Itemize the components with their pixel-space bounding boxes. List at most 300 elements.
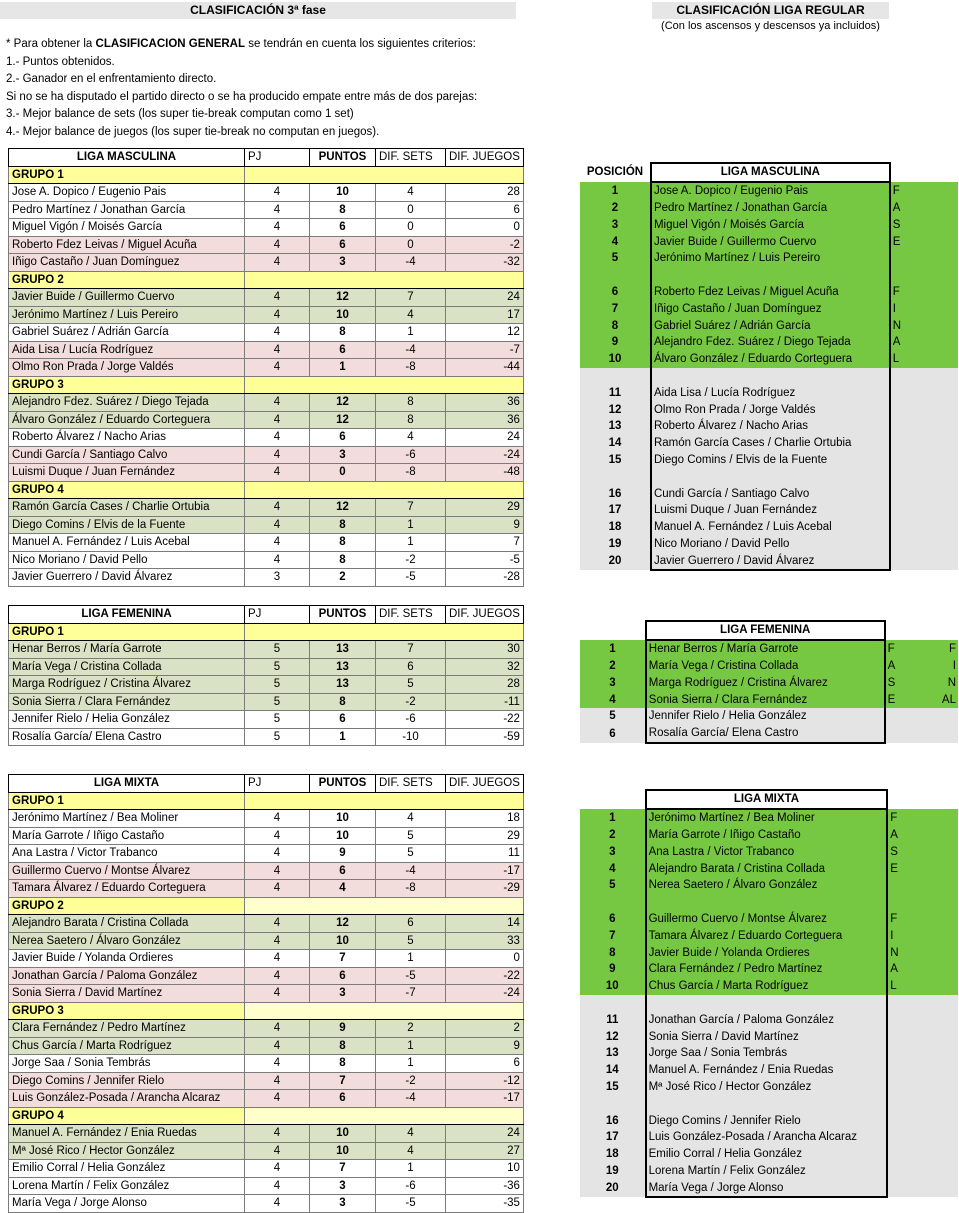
fase-letter: F: [887, 809, 923, 827]
column-header-posicion: [580, 621, 646, 640]
puntos-value: 3: [310, 1195, 376, 1213]
group-label-row: [9, 623, 524, 641]
dif-juegos-value: 32: [446, 658, 524, 676]
criteria-line-2: 1.- Puntos obtenidos.: [6, 55, 115, 68]
fase-header-spacer: [890, 163, 925, 182]
fase-letter: F: [887, 911, 923, 928]
table-row: [9, 1160, 524, 1178]
column-header-dif-sets: DIF. SETS: [376, 149, 446, 167]
dif-juegos-value: -35: [446, 1195, 524, 1213]
pair-name: Luis González-Posada / Arancha Alcaraz: [9, 1090, 245, 1108]
pair-name: Sonia Sierra / Clara Fernández: [9, 693, 245, 711]
dif-juegos-value: 9: [446, 516, 524, 534]
dif-sets-value: 4: [376, 1142, 446, 1160]
pj-value: 4: [245, 341, 310, 359]
ranking-position: 5: [580, 877, 646, 894]
final-header-spacer: [923, 790, 958, 809]
final-letter: [924, 233, 958, 250]
table-row: [9, 1037, 524, 1055]
final-letter: [923, 843, 958, 860]
table-row: [9, 845, 524, 863]
dif-sets-value: 4: [376, 184, 446, 202]
ranking-position: 13: [580, 418, 651, 435]
pair-name: Nico Moriano / David Pello: [9, 551, 245, 569]
fase-letter: [887, 1129, 923, 1146]
pair-name: Jerónimo Martínez / Bea Moliner: [9, 810, 245, 828]
ranking-position: 5: [580, 250, 651, 267]
final-letter: [923, 1129, 958, 1146]
final-letter: [924, 267, 958, 284]
ranking-pair-name: [646, 995, 888, 1012]
pj-value: 4: [245, 1125, 310, 1143]
dif-sets-value: 1: [376, 950, 446, 968]
puntos-value: 7: [310, 950, 376, 968]
dif-juegos-value: 24: [446, 1125, 524, 1143]
fase-letter: [890, 452, 925, 469]
ranking-position: 10: [580, 351, 651, 368]
fase-letter: A: [887, 961, 923, 978]
ranking-row: [580, 691, 958, 708]
puntos-value: 7: [310, 1160, 376, 1178]
criteria-line-1-prefix: * Para obtener la: [6, 38, 96, 50]
pj-value: 4: [245, 236, 310, 254]
criteria-line-6: 4.- Mejor balance de juegos (los super tie-break no computan en juegos).: [6, 125, 380, 138]
puntos-value: 1: [310, 728, 376, 746]
dif-juegos-value: 17: [446, 306, 524, 324]
ranking-title: LIGA FEMENINA: [646, 621, 885, 640]
ranking-pair-name: Roberto Álvarez / Nacho Arias: [651, 418, 890, 435]
final-letter: AL: [921, 691, 958, 708]
ranking-position: 16: [580, 1112, 646, 1129]
ranking-row: [580, 233, 958, 250]
final-letter: [923, 894, 958, 911]
ranking-pair-name: Henar Berros / María Garrote: [646, 640, 885, 658]
final-letter: [923, 995, 958, 1012]
criteria-line-3: 2.- Ganador en el enfrentamiento directo.: [6, 73, 217, 85]
ranking-position: 4: [580, 233, 651, 250]
puntos-value: 6: [310, 219, 376, 237]
fase-letter: [887, 1112, 923, 1129]
pj-value: 4: [245, 827, 310, 845]
pj-value: 4: [245, 967, 310, 985]
dif-sets-value: -4: [376, 862, 446, 880]
table-row: [9, 184, 524, 202]
final-letter: [924, 384, 958, 401]
puntos-value: 6: [310, 967, 376, 985]
group-label-row: [9, 897, 524, 915]
ranking-pair-name: Roberto Fdez Leivas / Miguel Acuña: [651, 284, 890, 301]
final-letter: [923, 860, 958, 877]
ranking-position: 6: [580, 911, 646, 928]
criteria-line-1-strong: CLASIFICACION GENERAL: [95, 38, 246, 50]
table-row: [9, 1072, 524, 1090]
puntos-value: 10: [310, 1142, 376, 1160]
ranking-position: 18: [580, 519, 651, 536]
pj-value: 4: [245, 1195, 310, 1213]
dif-juegos-value: 30: [446, 641, 524, 659]
fase-letter: [887, 1095, 923, 1112]
table-row: [9, 641, 524, 659]
puntos-value: 13: [310, 676, 376, 694]
dif-sets-value: -10: [376, 728, 446, 746]
ranking-pair-name: Luismi Duque / Juan Fernández: [651, 502, 890, 519]
final-letter: [924, 351, 958, 368]
dif-juegos-value: 7: [446, 534, 524, 552]
pair-name: María Vega / Cristina Collada: [9, 658, 245, 676]
ranking-position: 19: [580, 536, 651, 553]
dif-sets-value: -8: [376, 880, 446, 898]
table-row: [9, 728, 524, 746]
final-letter: [924, 552, 958, 570]
column-header-dif-juegos: DIF. JUEGOS: [446, 149, 524, 167]
pair-name: Jose A. Dopico / Eugenio Pais: [9, 184, 245, 202]
fase-letter: [887, 877, 923, 894]
fase-letter: [887, 1079, 923, 1096]
ranking-row: [580, 317, 958, 334]
column-header-puntos: PUNTOS: [310, 606, 376, 624]
ranking-pair-name: [651, 267, 890, 284]
ranking-pair-name: [646, 1095, 888, 1112]
puntos-value: 10: [310, 184, 376, 202]
ranking-pair-name: Alejandro Barata / Cristina Collada: [646, 860, 888, 877]
ranking-title: LIGA MASCULINA: [651, 163, 890, 182]
ranking-position: 14: [580, 1062, 646, 1079]
puntos-value: 4: [310, 880, 376, 898]
pj-value: 4: [245, 1020, 310, 1038]
ranking-pair-name: Gabriel Suárez / Adrián García: [651, 317, 890, 334]
puntos-value: 13: [310, 641, 376, 659]
pair-name: Ramón García Cases / Charlie Ortubia: [9, 499, 245, 517]
dif-juegos-value: -12: [446, 1072, 524, 1090]
ranking-position: 4: [580, 691, 646, 708]
final-letter: [924, 536, 958, 553]
final-letter: [923, 944, 958, 961]
column-header-puntos: PUNTOS: [310, 149, 376, 167]
dif-juegos-value: 36: [446, 394, 524, 412]
ranking-row: [580, 468, 958, 485]
group-label-filler: [245, 897, 524, 915]
ranking-position: 19: [580, 1163, 646, 1180]
dif-juegos-value: 9: [446, 1037, 524, 1055]
puntos-value: 6: [310, 341, 376, 359]
pair-name: Sonia Sierra / David Martínez: [9, 985, 245, 1003]
dif-sets-value: -5: [376, 569, 446, 587]
table-row: [9, 289, 524, 307]
ranking-position: 1: [580, 640, 646, 658]
ranking-position: 3: [580, 216, 651, 233]
puntos-value: 6: [310, 862, 376, 880]
ranking-position: 6: [580, 725, 646, 743]
puntos-value: 9: [310, 1020, 376, 1038]
ranking-row: [580, 1095, 958, 1112]
group-label-row: [9, 271, 524, 289]
ranking-position: 15: [580, 1079, 646, 1096]
final-letter: [924, 182, 958, 200]
puntos-value: 12: [310, 289, 376, 307]
table-row: [9, 359, 524, 377]
dif-sets-value: -4: [376, 341, 446, 359]
ranking-pair-name: Iñigo Castaño / Juan Domínguez: [651, 300, 890, 317]
final-letter: [924, 200, 958, 217]
final-header-spacer: [921, 621, 958, 640]
group-label-row: [9, 481, 524, 499]
ranking-pair-name: Jose A. Dopico / Eugenio Pais: [651, 182, 890, 200]
table-row: [9, 499, 524, 517]
dif-sets-value: -6: [376, 446, 446, 464]
ranking-row: [580, 552, 958, 570]
final-letter: [923, 1045, 958, 1062]
column-header-dif-sets: DIF. SETS: [376, 775, 446, 793]
puntos-value: 12: [310, 915, 376, 933]
ranking-pair-name: Javier Buide / Yolanda Ordieres: [646, 944, 888, 961]
fase-letter: [890, 401, 925, 418]
pair-name: Cundi García / Santiago Calvo: [9, 446, 245, 464]
final-letter: F: [921, 640, 958, 658]
group-label-filler: [245, 1002, 524, 1020]
dif-juegos-value: 27: [446, 1142, 524, 1160]
dif-juegos-value: 24: [446, 289, 524, 307]
group-table-header-row: [9, 775, 524, 793]
ranking-pair-name: Nerea Saetero / Álvaro González: [646, 877, 888, 894]
ranking-row: [580, 860, 958, 877]
dif-juegos-value: -36: [446, 1177, 524, 1195]
ranking-pair-name: Jennifer Rielo / Helia González: [646, 708, 885, 725]
ranking-row: [580, 300, 958, 317]
fase-letter: E: [887, 860, 923, 877]
fase-letter: N: [890, 317, 925, 334]
pair-name: Roberto Fdez Leivas / Miguel Acuña: [9, 236, 245, 254]
group-label-row: [9, 1002, 524, 1020]
final-letter: I: [921, 658, 958, 675]
puntos-value: 13: [310, 658, 376, 676]
pair-name: Chus García / Marta Rodríguez: [9, 1037, 245, 1055]
final-letter: [924, 317, 958, 334]
right-section-title: CLASIFICACIÓN LIGA REGULAR: [652, 2, 889, 19]
pair-name: Aida Lisa / Lucía Rodríguez: [9, 341, 245, 359]
ranking-position: 7: [580, 300, 651, 317]
ranking-position: 8: [580, 944, 646, 961]
table-row: [9, 693, 524, 711]
criteria-line-4: Si no se ha disputado el partido directo o se ha producido empate entre más de dos parejas:: [6, 90, 478, 103]
table-row: [9, 1090, 524, 1108]
table-row: [9, 985, 524, 1003]
pj-value: 5: [245, 693, 310, 711]
dif-sets-value: 0: [376, 219, 446, 237]
ranking-table-masculina: [580, 162, 959, 571]
final-letter: [923, 978, 958, 995]
ranking-position: 11: [580, 384, 651, 401]
final-letter: [924, 401, 958, 418]
dif-juegos-value: 6: [446, 201, 524, 219]
ranking-row: [580, 1112, 958, 1129]
final-letter: [923, 1146, 958, 1163]
puntos-value: 10: [310, 810, 376, 828]
ranking-position: 9: [580, 961, 646, 978]
ranking-pair-name: Alejandro Fdez. Suárez / Diego Tejada: [651, 334, 890, 351]
fase-letter: [890, 552, 925, 570]
final-letter: [924, 418, 958, 435]
pair-name: Javier Buide / Guillermo Cuervo: [9, 289, 245, 307]
pj-value: 4: [245, 464, 310, 482]
fase-letter: [890, 536, 925, 553]
ranking-row: [580, 1129, 958, 1146]
column-header-posicion: [580, 790, 646, 809]
ranking-position: [580, 468, 651, 485]
pair-name: Jonathan García / Paloma González: [9, 967, 245, 985]
pair-name: Jorge Saa / Sonia Tembrás: [9, 1055, 245, 1073]
puntos-value: 9: [310, 845, 376, 863]
dif-juegos-value: -24: [446, 985, 524, 1003]
final-letter: [923, 1062, 958, 1079]
puntos-value: 1: [310, 359, 376, 377]
ranking-pair-name: Sonia Sierra / Clara Fernández: [646, 691, 885, 708]
table-row: [9, 1020, 524, 1038]
fase-letter: [887, 1011, 923, 1028]
table-row: [9, 394, 524, 412]
pj-value: 4: [245, 184, 310, 202]
ranking-position: 17: [580, 1129, 646, 1146]
fase-letter: A: [885, 658, 921, 675]
table-row: [9, 341, 524, 359]
table-row: [9, 306, 524, 324]
table-row: [9, 862, 524, 880]
ranking-position: 6: [580, 284, 651, 301]
fase-letter: A: [890, 334, 925, 351]
dif-juegos-value: 10: [446, 1160, 524, 1178]
dif-sets-value: 1: [376, 324, 446, 342]
fase-letter: [887, 1179, 923, 1197]
fase-letter: L: [890, 351, 925, 368]
ranking-pair-name: Clara Fernández / Pedro Martínez: [646, 961, 888, 978]
final-letter: [923, 809, 958, 827]
ranking-pair-name: Tamara Álvarez / Eduardo Corteguera: [646, 927, 888, 944]
ranking-row: [580, 674, 958, 691]
puntos-value: 3: [310, 446, 376, 464]
ranking-row: [580, 658, 958, 675]
dif-sets-value: 8: [376, 394, 446, 412]
final-letter: [924, 452, 958, 469]
column-header-pj: PJ: [245, 149, 310, 167]
pj-value: 4: [245, 306, 310, 324]
ranking-row: [580, 216, 958, 233]
table-row: [9, 446, 524, 464]
dif-juegos-value: -28: [446, 569, 524, 587]
pair-name: Alejandro Barata / Cristina Collada: [9, 915, 245, 933]
fase-letter: [890, 384, 925, 401]
dif-sets-value: -2: [376, 1072, 446, 1090]
pair-name: Álvaro González / Eduardo Corteguera: [9, 411, 245, 429]
group-table-masculina: [8, 148, 524, 587]
ranking-row: [580, 368, 958, 385]
ranking-position: 5: [580, 708, 646, 725]
fase-letter: I: [890, 300, 925, 317]
ranking-position: 2: [580, 200, 651, 217]
ranking-position: 2: [580, 827, 646, 844]
dif-juegos-value: -59: [446, 728, 524, 746]
ranking-position: 15: [580, 452, 651, 469]
ranking-pair-name: Nico Moriano / David Pello: [651, 536, 890, 553]
pj-value: 4: [245, 932, 310, 950]
pj-value: 4: [245, 499, 310, 517]
ranking-pair-name: Diego Comins / Elvis de la Fuente: [651, 452, 890, 469]
ranking-position: 4: [580, 860, 646, 877]
dif-sets-value: 4: [376, 306, 446, 324]
ranking-table-femenina-wrapper: [580, 620, 959, 744]
ranking-position: 14: [580, 435, 651, 452]
ranking-pair-name: Chus García / Marta Rodríguez: [646, 978, 888, 995]
table-row: [9, 569, 524, 587]
group-table-mixta: [8, 774, 524, 1213]
ranking-row: [580, 334, 958, 351]
puntos-value: 8: [310, 693, 376, 711]
fase-letter: [887, 1163, 923, 1180]
fase-header-spacer: [885, 621, 921, 640]
group-table-header-row: [9, 606, 524, 624]
ranking-pair-name: Ana Lastra / Victor Trabanco: [646, 843, 888, 860]
ranking-row: [580, 1028, 958, 1045]
criteria-line-1-suffix: se tendrán en cuenta los siguientes criterios:: [245, 38, 476, 50]
pair-name: Clara Fernández / Pedro Martínez: [9, 1020, 245, 1038]
dif-juegos-value: -22: [446, 967, 524, 985]
pj-value: 4: [245, 862, 310, 880]
final-letter: [923, 1179, 958, 1197]
puntos-value: 8: [310, 1037, 376, 1055]
fase-letter: L: [887, 978, 923, 995]
table-row: [9, 676, 524, 694]
puntos-value: 12: [310, 394, 376, 412]
table-row: [9, 201, 524, 219]
table-row: [9, 411, 524, 429]
pair-name: Alejandro Fdez. Suárez / Diego Tejada: [9, 394, 245, 412]
pair-name: Ana Lastra / Victor Trabanco: [9, 845, 245, 863]
pj-value: 5: [245, 658, 310, 676]
group-label: GRUPO 3: [9, 1002, 245, 1020]
table-row: [9, 880, 524, 898]
final-letter: [924, 300, 958, 317]
pair-name: Javier Guerrero / David Álvarez: [9, 569, 245, 587]
dif-sets-value: -6: [376, 1177, 446, 1195]
ranking-row: [580, 1011, 958, 1028]
table-row: [9, 1055, 524, 1073]
final-letter: [924, 250, 958, 267]
ranking-header-row: [580, 621, 958, 640]
dif-sets-value: 7: [376, 499, 446, 517]
final-letter: [924, 435, 958, 452]
ranking-row: [580, 435, 958, 452]
dif-juegos-value: -32: [446, 254, 524, 272]
ranking-row: [580, 978, 958, 995]
ranking-pair-name: Ramón García Cases / Charlie Ortubia: [651, 435, 890, 452]
fase-letter: [890, 502, 925, 519]
pj-value: 4: [245, 394, 310, 412]
dif-juegos-value: 28: [446, 184, 524, 202]
ranking-position: 1: [580, 182, 651, 200]
table-row: [9, 236, 524, 254]
ranking-position: 9: [580, 334, 651, 351]
final-letter: [921, 708, 958, 725]
pj-value: 5: [245, 641, 310, 659]
fase-letter: E: [885, 691, 921, 708]
fase-letter: F: [890, 284, 925, 301]
pj-value: 4: [245, 880, 310, 898]
ranking-pair-name: Aida Lisa / Lucía Rodríguez: [651, 384, 890, 401]
puntos-value: 8: [310, 516, 376, 534]
fase-letter: A: [887, 827, 923, 844]
dif-sets-value: -6: [376, 711, 446, 729]
dif-sets-value: 2: [376, 1020, 446, 1038]
fase-letter: [890, 267, 925, 284]
ranking-table-femenina: [580, 620, 959, 744]
